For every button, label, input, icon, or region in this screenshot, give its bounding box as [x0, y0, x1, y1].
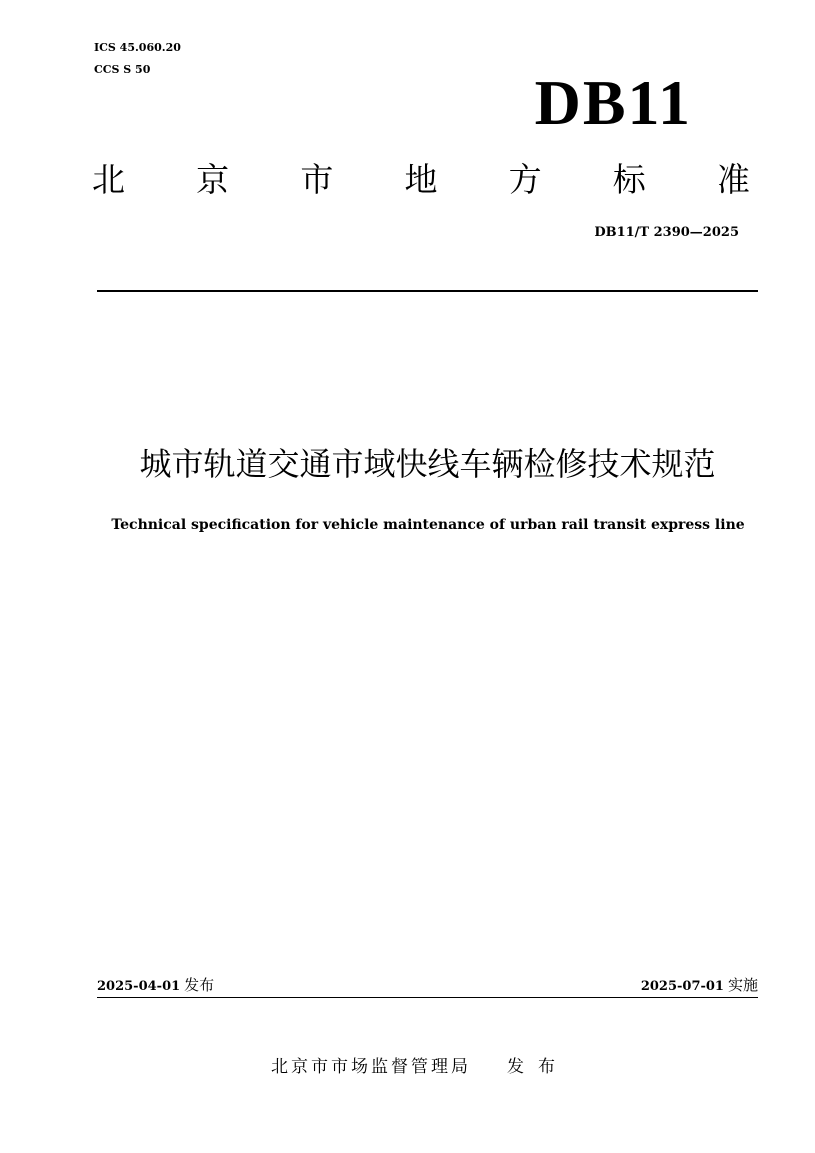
- ics-code: ICS 45.060.20: [94, 41, 181, 54]
- standard-type-char: 市: [300, 160, 334, 199]
- standard-type-char: 京: [196, 160, 230, 199]
- bottom-divider: [97, 997, 758, 998]
- title-english: Technical specification for vehicle maintenance of urban rail transit express line: [111, 517, 745, 533]
- publisher-line: [0, 1055, 815, 1079]
- standard-type-char: 方: [508, 160, 542, 199]
- effective-date: 2025-07-01: [640, 979, 724, 994]
- effective-label: 实施: [727, 976, 758, 994]
- standard-type-char: 标: [612, 160, 646, 199]
- publish-label: 发布: [507, 1057, 569, 1077]
- effective-date-block: [641, 975, 758, 997]
- standard-type-char: 地: [404, 160, 438, 199]
- title-chinese: 城市轨道交通市域快线车辆检修技术规范: [139, 445, 716, 483]
- issue-label: 发布: [184, 976, 215, 994]
- standard-type-char: 准: [716, 160, 750, 199]
- publisher-name: 北京市市场监督管理局: [271, 1057, 471, 1077]
- db11-logo: DB11: [534, 67, 692, 138]
- standard-number: DB11/T 2390—2025: [594, 225, 739, 240]
- issue-date: 2025-04-01: [97, 979, 181, 994]
- top-divider: [97, 290, 758, 292]
- ccs-code: CCS S 50: [94, 63, 151, 76]
- standard-type-char: 北: [92, 160, 125, 199]
- issue-date-block: [97, 975, 214, 997]
- standard-type: [92, 158, 750, 202]
